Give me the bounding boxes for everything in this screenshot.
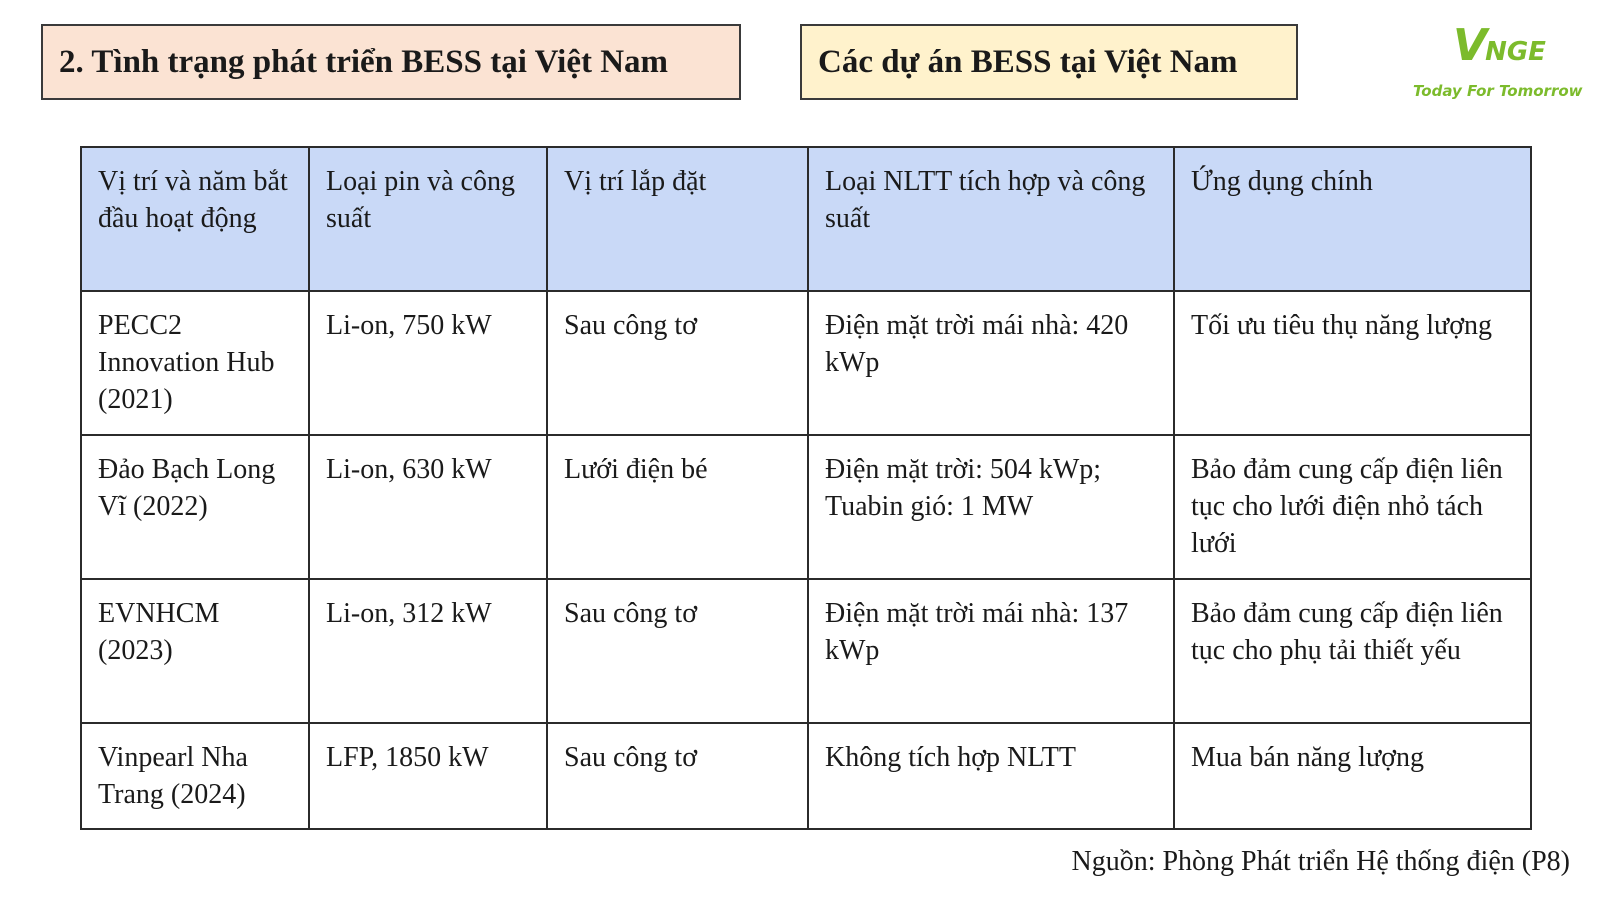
table-cell: PECC2 Innovation Hub (2021) — [81, 291, 309, 435]
section-title: 2. Tình trạng phát triển BESS tại Việt Nam — [41, 24, 741, 100]
table-cell: Bảo đảm cung cấp điện liên tục cho lưới điện nhỏ tách lưới — [1174, 435, 1531, 579]
table-cell: Điện mặt trời: 504 kWp; Tuabin gió: 1 MW — [808, 435, 1174, 579]
column-header-renewable-type: Loại NLTT tích hợp và công suất — [808, 147, 1174, 291]
table-row — [81, 723, 1531, 829]
bess-projects-table — [80, 146, 1532, 830]
table-cell: Sau công tơ — [547, 579, 808, 723]
table-row — [81, 435, 1531, 579]
table-cell: Tối ưu tiêu thụ năng lượng — [1174, 291, 1531, 435]
vnge-logo — [1395, 16, 1585, 108]
table-cell: Mua bán năng lượng — [1174, 723, 1531, 829]
table-cell: Li-on, 630 kW — [309, 435, 547, 579]
logo-tagline: Today For Tomorrow — [1413, 82, 1583, 100]
table-row — [81, 291, 1531, 435]
table-cell: Vinpearl Nha Trang (2024) — [81, 723, 309, 829]
table-cell: LFP, 1850 kW — [309, 723, 547, 829]
table-cell: Đảo Bạch Long Vĩ (2022) — [81, 435, 309, 579]
table-row — [81, 579, 1531, 723]
logo-mark-v: V — [1453, 20, 1486, 71]
column-header-installation-site: Vị trí lắp đặt — [547, 147, 808, 291]
table-cell: Sau công tơ — [547, 723, 808, 829]
table-cell: Bảo đảm cung cấp điện liên tục cho phụ tải thiết yếu — [1174, 579, 1531, 723]
column-header-main-application: Ứng dụng chính — [1174, 147, 1531, 291]
table-cell: Không tích hợp NLTT — [808, 723, 1174, 829]
source-note: Nguồn: Phòng Phát triển Hệ thống điện (P8) — [1071, 846, 1570, 877]
table-cell: Li-on, 312 kW — [309, 579, 547, 723]
logo-mark-rest: NGE — [1485, 37, 1546, 67]
column-header-location-year: Vị trí và năm bắt đầu hoạt động — [81, 147, 309, 291]
table-cell: Lưới điện bé — [547, 435, 808, 579]
table-cell: Điện mặt trời mái nhà: 420 kWp — [808, 291, 1174, 435]
table-cell: Li-on, 750 kW — [309, 291, 547, 435]
logo-mark — [1453, 20, 1546, 71]
column-header-battery-capacity: Loại pin và công suất — [309, 147, 547, 291]
table-cell: Sau công tơ — [547, 291, 808, 435]
table-header-row — [81, 147, 1531, 291]
table-cell: Điện mặt trời mái nhà: 137 kWp — [808, 579, 1174, 723]
page-title: Các dự án BESS tại Việt Nam — [800, 24, 1298, 100]
table-cell: EVNHCM (2023) — [81, 579, 309, 723]
